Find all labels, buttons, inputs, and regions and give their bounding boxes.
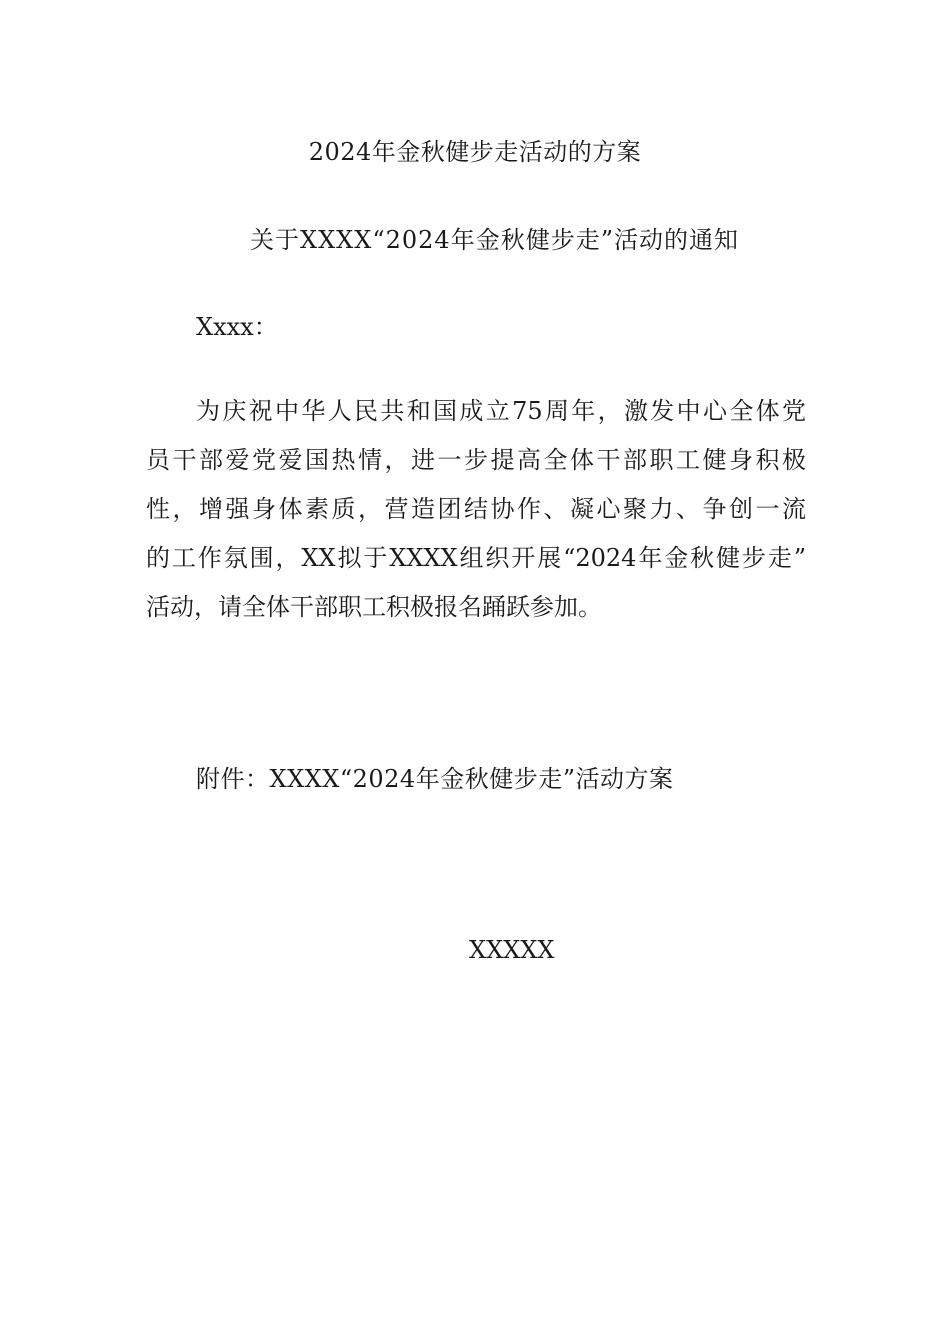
body-line: 为庆祝中华人民共和国成立75周年，激发中心全体党 — [196, 397, 806, 425]
document-title: 2024年金秋健步走活动的方案 — [308, 138, 642, 166]
body-paragraph — [146, 387, 806, 632]
notice-subtitle: 关于XXXX“2024年金秋健步走”活动的通知 — [250, 226, 739, 254]
body-line: 的工作氛围，XX拟于XXXX组织开展“2024年金秋健步走” — [146, 544, 806, 572]
body-line: 活动，请全体干部职工积极报名踊跃参加。 — [146, 593, 602, 621]
attachment-line: 附件：XXXX“2024年金秋健步走”活动方案 — [196, 765, 674, 793]
salutation: Xxxx： — [196, 313, 278, 341]
body-line: 员干部爱党爱国热情，进一步提高全体干部职工健身积极 — [146, 446, 806, 474]
body-line: 性，增强身体素质，营造团结协作、凝心聚力、争创一流 — [146, 495, 806, 523]
signature: XXXXX — [469, 936, 555, 964]
